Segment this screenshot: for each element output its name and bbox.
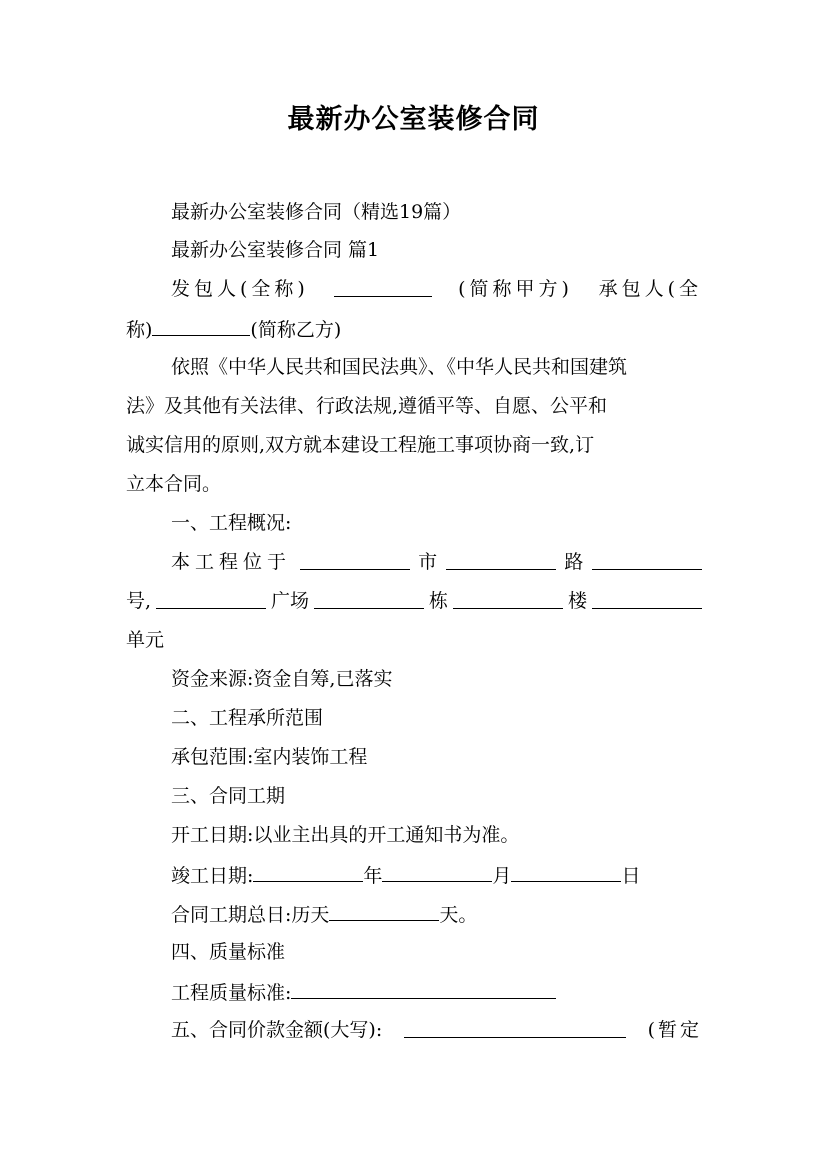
number-blank: [592, 547, 702, 570]
plaza-label: 广场: [271, 590, 310, 612]
contractor-abbr: (简称乙方): [250, 319, 342, 341]
quality-standard-label: 工程质量标准:: [171, 982, 292, 1004]
subtitle: 最新办公室装修合同（精选19篇）: [171, 201, 462, 223]
contract-amount-blank: [404, 1015, 626, 1038]
contractor-label: 承包人(全: [598, 278, 702, 300]
employer-abbr: (简称甲方): [458, 278, 573, 300]
plaza-blank: [156, 586, 266, 609]
parties-line-2: [126, 313, 702, 345]
building-blank: [314, 586, 424, 609]
section-4-heading: 四、质量标准: [171, 941, 286, 963]
section-1-heading: 一、工程概况:: [171, 512, 292, 534]
contractor-label-cont: 称): [126, 319, 153, 341]
section-3-heading: 三、合同工期: [171, 785, 286, 807]
quality-standard-line: [171, 976, 702, 1008]
section-heading: 最新办公室装修合同 篇1: [171, 239, 380, 261]
unit-label: 单元: [126, 629, 165, 651]
year-label: 年: [363, 865, 383, 887]
floor-blank: [453, 586, 563, 609]
basis-line-4: 立本合同。: [126, 473, 222, 495]
document-title: 最新办公室装修合同: [287, 104, 540, 135]
completion-label: 竣工日期:: [171, 865, 254, 887]
basis-line-2: 法》及其他有关法律、行政法规,遵循平等、自愿、公平和: [126, 395, 608, 417]
contract-amount-line: [171, 1015, 702, 1045]
employer-label: 发包人(全称): [171, 278, 309, 300]
month-blank: [382, 859, 492, 882]
basis-line-1: 依照《中华人民共和国民法典》、《中华人民共和国建筑: [171, 356, 628, 378]
road-label: 路: [564, 551, 584, 573]
total-duration-unit: 天。: [439, 904, 478, 926]
contract-amount-suffix: (暂定: [647, 1019, 702, 1041]
location-prefix: 本工程位于: [171, 551, 292, 573]
location-line-2: [126, 586, 702, 616]
basis-line-3: 诚实信用的原则,双方就本建设工程施工事项协商一致,订: [126, 434, 595, 456]
day-blank: [511, 859, 621, 882]
total-duration-line: [171, 898, 702, 930]
contract-amount-label: 五、合同价款金额(大写):: [171, 1019, 383, 1041]
contractor-name-blank: [152, 313, 250, 336]
total-days-blank: [329, 898, 439, 921]
employer-name-blank: [334, 274, 432, 297]
total-duration-label: 合同工期总日:历天: [171, 904, 330, 926]
funding-line: 资金来源:资金自筹,已落实: [171, 668, 393, 690]
day-label: 日: [621, 865, 641, 887]
start-date-line: 开工日期:以业主出具的开工通知书为准。: [171, 824, 520, 846]
quality-standard-blank: [291, 976, 556, 999]
road-blank: [446, 547, 556, 570]
city-label: 市: [418, 551, 438, 573]
floor-label: 楼: [567, 590, 587, 612]
city-blank: [300, 547, 410, 570]
number-label: 号,: [126, 590, 152, 612]
unit-blank: [592, 586, 702, 609]
year-blank: [253, 859, 363, 882]
month-label: 月: [492, 865, 512, 887]
section-2-heading: 二、工程承所范围: [171, 707, 324, 729]
parties-line-1: [171, 274, 702, 304]
location-line-1: [171, 547, 702, 577]
scope-line: 承包范围:室内装饰工程: [171, 746, 368, 768]
building-label: 栋: [429, 590, 449, 612]
completion-date-line: [171, 859, 702, 891]
